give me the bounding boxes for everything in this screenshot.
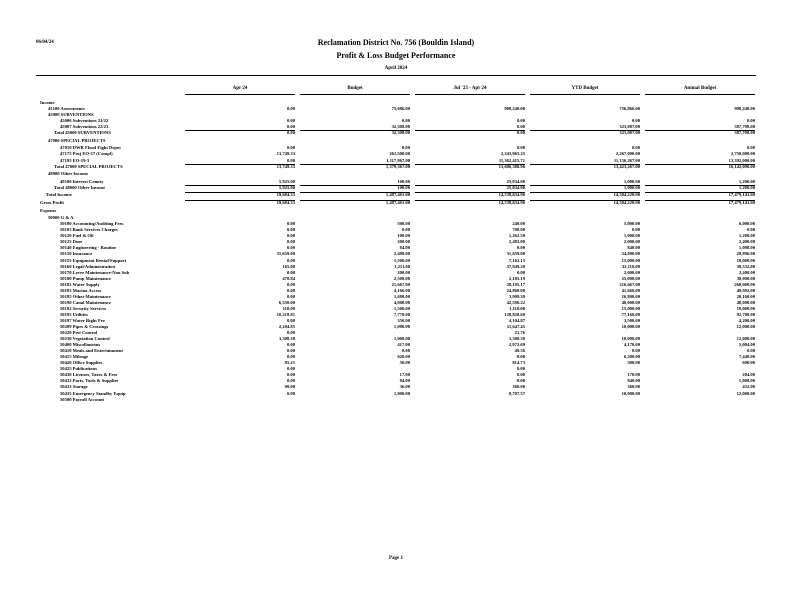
cell-value: 620.00 <box>397 354 410 360</box>
cell-value: 13,749.33 <box>276 163 295 169</box>
cell-value: 0.00 <box>631 227 640 233</box>
cell-value: 500.00 <box>627 360 640 366</box>
page-number: Page 1 <box>388 556 404 561</box>
cell-value: 840.00 <box>627 245 640 251</box>
cell-value: 11,156,267.00 <box>613 157 640 163</box>
total-row <box>0 200 792 208</box>
cell-value: 0.00 <box>631 348 640 354</box>
cell-value: 0.00 <box>401 348 410 354</box>
cell-value: 2,500.00 <box>393 275 410 281</box>
row-label: 50192 Security Services <box>60 305 107 311</box>
cell-value: 840.00 <box>627 378 640 384</box>
cell-value: 100.00 <box>397 233 410 239</box>
table-row <box>0 171 792 179</box>
cell-value: 908,240.00 <box>504 106 525 112</box>
cell-value: 0.00 <box>516 269 525 275</box>
cell-value: 36.00 <box>399 384 410 390</box>
cell-value: 10,218.81 <box>276 311 295 317</box>
cell-value: 2,750,000.00 <box>730 151 755 157</box>
cell-value: 2,400.00 <box>738 269 755 275</box>
row-label: 50195 Utilities <box>60 311 88 317</box>
cell-value: 2,400.00 <box>738 239 755 245</box>
total-row <box>0 164 792 172</box>
cell-value: 0.00 <box>516 354 525 360</box>
row-label: 50105 Bank Services Charges <box>60 227 118 233</box>
cell-value: 10,000.00 <box>621 390 640 396</box>
cell-value: 1,000.00 <box>393 324 410 330</box>
cell-value: 14,504,220.00 <box>613 192 640 198</box>
row-label: 50125 Dues <box>60 239 83 245</box>
header-rule <box>36 75 756 76</box>
cell-value: 25,034.00 <box>506 184 525 190</box>
column-headers <box>0 86 792 94</box>
cell-value: 4,166.00 <box>393 287 410 293</box>
cell-value: 17,479,143.00 <box>728 199 755 205</box>
cell-value: 31,659.00 <box>506 251 525 257</box>
row-label: 50230 Vegetation Control <box>60 336 110 342</box>
cell-value: 14,538,654.96 <box>498 192 525 198</box>
table-row <box>0 397 792 403</box>
cell-value: 0.00 <box>286 287 295 293</box>
cell-value: 0.00 <box>746 227 755 233</box>
cell-value: 85.21 <box>284 360 295 366</box>
cell-value: 1,200.00 <box>738 233 755 239</box>
cell-value: 100.00 <box>397 184 410 190</box>
cell-value: 25,034.00 <box>506 178 525 184</box>
cell-value: 323,087.00 <box>619 124 640 130</box>
cell-value: 110.00 <box>282 305 295 311</box>
cell-value: 7,440.00 <box>738 354 755 360</box>
row-label: 50433 Storage <box>60 384 88 390</box>
table-row <box>0 208 792 216</box>
row-label: 50500 Payroll Account <box>60 396 105 402</box>
row-label: 50155 Equipment Rental/Support <box>60 257 127 263</box>
cell-value: 6,000.00 <box>738 221 755 227</box>
cell-value: 1,000.00 <box>393 390 410 396</box>
cell-value: 1,262.50 <box>508 233 525 239</box>
cell-value: 21,667.00 <box>391 281 410 287</box>
cell-value: 0.00 <box>286 233 295 239</box>
cell-value: 0.00 <box>286 281 295 287</box>
cell-value: 0.00 <box>516 145 525 151</box>
cell-value: 6,550.00 <box>278 299 295 305</box>
cell-value: 0.00 <box>286 330 295 336</box>
column-header: Annual Budget <box>683 86 717 91</box>
row-label: 50182 Water Supply <box>60 281 100 287</box>
cell-value: 19,684.33 <box>276 192 295 198</box>
row-label: 50435 Emergency Standby Equip. <box>60 390 127 396</box>
column-underline <box>645 94 755 95</box>
row-label: 48100 Interest County <box>60 178 104 184</box>
cell-value: 3,909.39 <box>508 293 525 299</box>
cell-value: 2,408.00 <box>393 251 410 257</box>
cell-value: 0.00 <box>746 348 755 354</box>
row-label: 50400 Miscellaneous <box>60 342 101 348</box>
cell-value: 18,000.00 <box>736 305 755 311</box>
cell-value: 32,308.00 <box>391 130 410 136</box>
column-underline <box>530 94 640 95</box>
cell-value: 40,000.00 <box>621 299 640 305</box>
report-table <box>0 100 792 403</box>
cell-value: 908,240.00 <box>734 106 755 112</box>
cell-value: 260,000.00 <box>734 281 755 287</box>
row-label: 47000 SPECIAL PROJECTS <box>48 137 106 143</box>
cell-value: 3,500.00 <box>623 317 640 323</box>
cell-value: 2,972.69 <box>508 342 525 348</box>
cell-value: 15,000.00 <box>621 305 640 311</box>
cell-value: 5,000.00 <box>623 221 640 227</box>
cell-value: 12,000.00 <box>736 324 755 330</box>
row-label: 50410 Meals and Entertainment <box>60 348 123 354</box>
cell-value: 1,008.00 <box>738 245 755 251</box>
cell-value: 432.00 <box>742 384 755 390</box>
cell-value: 0.00 <box>286 366 295 372</box>
cell-value: 31,659.00 <box>276 251 295 257</box>
cell-value: 0.00 <box>286 342 295 348</box>
cell-value: 14,504,220.00 <box>613 199 640 205</box>
row-label: Total 47000 SPECIAL PROJECTS <box>54 163 123 169</box>
row-label: 50183 Marina Access <box>60 287 102 293</box>
cell-value: 0.00 <box>286 257 295 263</box>
cell-value: 360.00 <box>512 384 525 390</box>
cell-value: 25,000.00 <box>621 275 640 281</box>
cell-value: 1,008.00 <box>738 378 755 384</box>
cell-value: 200.00 <box>397 269 410 275</box>
row-label: 50220 Pest Control <box>60 330 98 336</box>
cell-value: 0.00 <box>286 157 295 163</box>
cell-value: 38,532.00 <box>736 263 755 269</box>
cell-value: 0.00 <box>286 221 295 227</box>
cell-value: 2,267,000.00 <box>615 151 640 157</box>
row-label: 45007 Subventions 22/23 <box>60 124 109 130</box>
cell-value: 0.00 <box>286 269 295 275</box>
total-row <box>0 192 792 200</box>
cell-value: 5,925.00 <box>278 184 295 190</box>
cell-value: 2,204.85 <box>278 324 295 330</box>
cell-value: 1,000.00 <box>623 233 640 239</box>
cell-value: 2,243,965.25 <box>500 151 525 157</box>
cell-value: 3,308.38 <box>278 336 295 342</box>
cell-value: 32,308.00 <box>391 124 410 130</box>
row-label: Gross Profit <box>40 199 64 205</box>
cell-value: 16,142,000.00 <box>728 163 755 169</box>
cell-value: 0.00 <box>746 145 755 151</box>
cell-value: 323,087.00 <box>619 130 640 136</box>
row-label: Total 48000 Other Income <box>54 184 106 190</box>
row-label: 50180 Pump Maintenance <box>60 275 112 281</box>
cell-value: 0.00 <box>401 118 410 124</box>
cell-value: 28,195.17 <box>506 281 525 287</box>
cell-value: 1,000.00 <box>623 178 640 184</box>
row-label: Total 45000 SUBVENTIONS <box>54 130 111 136</box>
column-header: Jul '23 - Apr 24 <box>453 86 487 91</box>
cell-value: 1,200.00 <box>738 184 755 190</box>
cell-value: 0.00 <box>631 145 640 151</box>
cell-value: 0.00 <box>286 145 295 151</box>
cell-value: 4,200.00 <box>738 317 755 323</box>
cell-value: 204.00 <box>742 372 755 378</box>
cell-value: 0.00 <box>516 118 525 124</box>
cell-value: 16,800.00 <box>621 293 640 299</box>
cell-value: 13,606,380.96 <box>498 163 525 169</box>
column-header: Budget <box>347 86 363 91</box>
cell-value: 6,200.00 <box>623 354 640 360</box>
cell-value: 19,684.33 <box>276 199 295 205</box>
cell-value: 20,160.00 <box>736 293 755 299</box>
row-label: Expense <box>40 207 57 213</box>
row-label: 50415 Mileage <box>60 354 89 360</box>
cell-value: 500.00 <box>397 221 410 227</box>
cell-value: 2,000.00 <box>623 239 640 245</box>
cell-value: 12,000.00 <box>736 336 755 342</box>
row-label: 50000 G & A <box>48 215 74 221</box>
cell-value: 0.00 <box>286 348 295 354</box>
cell-value: 170.00 <box>627 372 640 378</box>
cell-value: 10,000.00 <box>621 336 640 342</box>
row-label: 50150 Insurance <box>60 251 93 257</box>
cell-value: 0.00 <box>286 118 295 124</box>
cell-value: 24,868.00 <box>506 287 525 293</box>
cell-value: 700.00 <box>512 227 525 233</box>
cell-value: 5,004.00 <box>738 342 755 348</box>
cell-value: 48,000.00 <box>736 299 755 305</box>
cell-value: 814.73 <box>512 360 525 366</box>
cell-value: 92,700.00 <box>736 311 755 317</box>
cell-value: 84.00 <box>399 378 410 384</box>
cell-value: 0.00 <box>286 293 295 299</box>
column-header: YTD Budget <box>571 86 599 91</box>
cell-value: 0.00 <box>631 118 640 124</box>
cell-value: 1,379,367.00 <box>385 163 410 169</box>
column-underline <box>185 94 295 95</box>
cell-value: 75,686.00 <box>391 106 410 112</box>
row-label: Total Income <box>46 192 72 198</box>
row-label: 50197 Water Right Fee <box>60 317 105 323</box>
row-label: 50120 Fuel & Oil <box>60 233 94 239</box>
cell-value: 18,000.00 <box>736 257 755 263</box>
cell-value: 0.00 <box>286 227 295 233</box>
cell-value: 0.00 <box>746 118 755 124</box>
cell-value: 2,483.00 <box>508 239 525 245</box>
cell-value: 4,000.00 <box>393 299 410 305</box>
cell-value: 0.00 <box>286 106 295 112</box>
cell-value: 1,500.00 <box>393 305 410 311</box>
cell-value: 24,080.00 <box>621 251 640 257</box>
row-label: 50160 Legal/Administration <box>60 263 115 269</box>
column-header: Apr 24 <box>232 86 248 91</box>
cell-value: 50.00 <box>399 360 410 366</box>
row-label: 50420 Office Supplies <box>60 360 103 366</box>
row-label: 50432 Parts, Tools & Supplies <box>60 378 119 384</box>
cell-value: 77,160.00 <box>621 311 640 317</box>
cell-value: 0.00 <box>286 378 295 384</box>
row-label: 50430 Licenses, Taxes & Fees <box>60 372 118 378</box>
cell-value: 0.00 <box>286 354 295 360</box>
row-label: 50100 Accounting/Auditing Fees <box>60 221 124 227</box>
cell-value: 360.00 <box>627 384 640 390</box>
row-label: 48000 Other Income <box>48 171 88 177</box>
row-label: 47010 DWR Flood Fight Depot <box>60 145 121 151</box>
cell-value: 756,866.00 <box>619 106 640 112</box>
cell-value: 1,000.00 <box>393 336 410 342</box>
cell-value: 0.00 <box>286 390 295 396</box>
cell-value: 0.00 <box>286 245 295 251</box>
cell-value: 2,185.19 <box>508 275 525 281</box>
cell-value: 1,117,867.00 <box>386 157 410 163</box>
cell-value: 470.84 <box>282 275 295 281</box>
cell-value: 11,362,415.71 <box>498 157 525 163</box>
cell-value: 200.00 <box>397 239 410 245</box>
table-row <box>0 138 792 146</box>
column-underline <box>300 94 410 95</box>
cell-value: 1,680.00 <box>393 293 410 299</box>
report-date: 06/04/24 <box>36 40 54 45</box>
cell-value: 7,162.15 <box>508 257 525 263</box>
cell-value: 240.00 <box>512 221 525 227</box>
row-label: 45100 Assessments <box>48 106 85 112</box>
cell-value: 49,992.00 <box>736 287 755 293</box>
row-label: 50170 Levee Maintenance-Non Sub <box>60 269 130 275</box>
row-label: 50190 Canal Maintenance <box>60 299 112 305</box>
column-underline <box>415 94 525 95</box>
cell-value: 0.00 <box>286 239 295 245</box>
row-label: 50209 Pipes & Crossings <box>60 324 109 330</box>
cell-value: 261,500.00 <box>389 151 410 157</box>
cell-value: 8,707.57 <box>508 390 525 396</box>
cell-value: 128,820.60 <box>504 311 525 317</box>
row-label: 50425 Publications <box>60 366 97 372</box>
total-row <box>0 130 792 138</box>
cell-value: 0.00 <box>516 366 525 372</box>
cell-value: 1,500.00 <box>393 257 410 263</box>
cell-value: 0.00 <box>516 372 525 378</box>
cell-value: 7,770.00 <box>393 311 410 317</box>
cell-value: 0.00 <box>401 145 410 151</box>
cell-value: 32,110.00 <box>621 263 640 269</box>
row-label: 47195 EO-19-3 <box>60 157 90 163</box>
cell-value: 0.00 <box>401 227 410 233</box>
cell-value: 1,110.00 <box>509 305 525 311</box>
report-period: April 2024 <box>384 66 408 71</box>
cell-value: 37,949.20 <box>506 263 525 269</box>
cell-value: 0.00 <box>516 245 525 251</box>
row-label: Income <box>40 100 55 105</box>
cell-value: 15,000.00 <box>621 257 640 263</box>
cell-value: 17.00 <box>399 372 410 378</box>
cell-value: 13,392,000.00 <box>728 157 755 163</box>
cell-value: 10,000.00 <box>621 324 640 330</box>
cell-value: 1,000.00 <box>623 184 640 190</box>
cell-value: 30,000.00 <box>736 275 755 281</box>
row-label: 50185 Other Maintenance <box>60 293 111 299</box>
row-label: 47175 Proj EO-57 (Compl) <box>60 151 113 157</box>
report-title: Profit & Loss Budget Performance <box>336 51 456 60</box>
cell-value: 28,896.00 <box>736 251 755 257</box>
row-label: 45006 Subventions 21/22 <box>60 118 109 124</box>
cell-value: 4,104.87 <box>508 317 525 323</box>
cell-value: 41,660.00 <box>621 287 640 293</box>
cell-value: 417.00 <box>397 342 410 348</box>
cell-value: 0.00 <box>516 130 525 136</box>
cell-value: 0.00 <box>516 378 525 384</box>
cell-value: 216,667.00 <box>619 281 640 287</box>
cell-value: 0.00 <box>516 124 525 130</box>
cell-value: 42,596.22 <box>506 299 525 305</box>
cell-value: 3,308.38 <box>508 336 525 342</box>
cell-value: 4,170.00 <box>623 342 640 348</box>
cell-value: 0.00 <box>286 130 295 136</box>
cell-value: 2,000.00 <box>623 269 640 275</box>
cell-value: 0.00 <box>286 124 295 130</box>
cell-value: 387,708.00 <box>734 130 755 136</box>
cell-value: 1,200.00 <box>738 178 755 184</box>
cell-value: 17,479,143.00 <box>728 192 755 198</box>
cell-value: 0.00 <box>286 372 295 378</box>
cell-value: 1,487,461.00 <box>385 192 410 198</box>
cell-value: 165.00 <box>282 263 295 269</box>
cell-value: 387,708.00 <box>734 124 755 130</box>
cell-value: 1,487,461.00 <box>385 199 410 205</box>
cell-value: 100.00 <box>397 178 410 184</box>
cell-value: 13,749.33 <box>276 151 295 157</box>
row-label: 50140 Engineering - Routine <box>60 245 117 251</box>
cell-value: 49.56 <box>514 348 525 354</box>
cell-value: 600.00 <box>742 360 755 366</box>
cell-value: 11,647.45 <box>506 324 525 330</box>
cell-value: 90.00 <box>284 384 295 390</box>
cell-value: 350.00 <box>397 317 410 323</box>
cell-value: 13,423,267.00 <box>613 163 640 169</box>
cell-value: 21.76 <box>514 330 525 336</box>
cell-value: 84.00 <box>399 245 410 251</box>
cell-value: 5,925.00 <box>278 178 295 184</box>
company-name: Reclamation District No. 756 (Bouldin Island) <box>317 38 475 47</box>
cell-value: 0.00 <box>286 317 295 323</box>
cell-value: 3,211.00 <box>394 263 410 269</box>
row-label: 45000 SUBVENTIONS <box>48 112 94 118</box>
cell-value: 14,538,654.96 <box>498 199 525 205</box>
cell-value: 12,000.00 <box>736 390 755 396</box>
total-row <box>0 185 792 193</box>
